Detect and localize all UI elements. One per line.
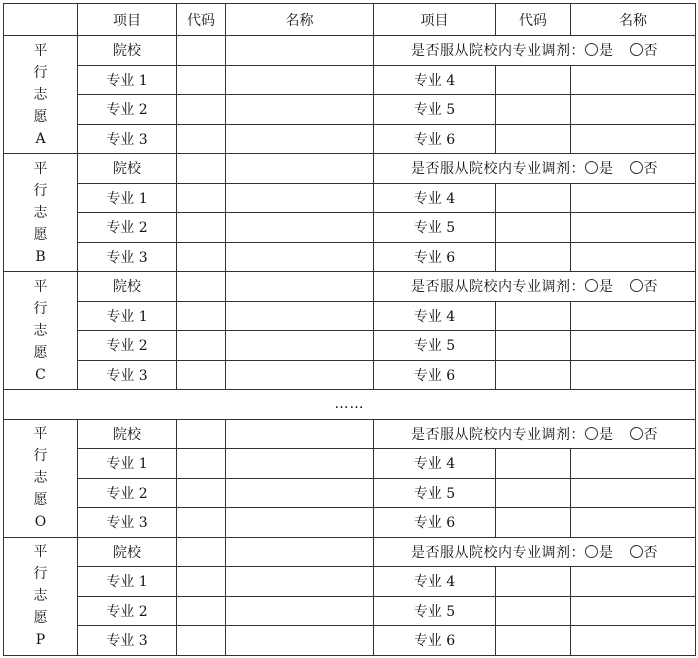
school-row — [4, 272, 696, 302]
major-item-right-cell: 专业 4 — [374, 65, 496, 95]
group-label — [34, 423, 48, 533]
major-item-left-cell: 专业 2 — [78, 478, 177, 508]
major-row — [4, 213, 696, 243]
major-name-left-cell — [226, 449, 374, 479]
major-code-right-cell — [496, 65, 571, 95]
major-name-left-cell — [226, 183, 374, 213]
major-name-left-cell — [226, 65, 374, 95]
ellipsis-cell: …… — [4, 390, 696, 420]
major-item-left-cell: 专业 2 — [78, 213, 177, 243]
header-item-right: 项目 — [374, 4, 496, 36]
school-row — [4, 419, 696, 449]
major-code-left-cell — [177, 449, 226, 479]
major-item-right-cell: 专业 6 — [374, 242, 496, 272]
major-name-right-cell — [571, 183, 696, 213]
group-label-char: 愿 — [33, 108, 48, 125]
major-row — [4, 95, 696, 125]
major-code-left-cell — [177, 331, 226, 361]
major-row — [4, 183, 696, 213]
school-item-cell: 院校 — [78, 537, 177, 567]
major-name-right-cell — [571, 626, 696, 656]
major-name-right-cell — [571, 508, 696, 538]
major-row — [4, 508, 696, 538]
major-name-left-cell — [226, 95, 374, 125]
major-item-right-cell: 专业 6 — [374, 508, 496, 538]
major-item-left-cell: 专业 1 — [78, 65, 177, 95]
major-name-right-cell — [571, 95, 696, 125]
major-code-right-cell — [496, 183, 571, 213]
group-label-char: 平 — [33, 160, 48, 177]
major-name-left-cell — [226, 567, 374, 597]
radio-circle-icon — [630, 161, 643, 174]
school-code-cell — [177, 537, 226, 567]
major-item-right-cell: 专业 5 — [374, 213, 496, 243]
major-item-left-cell: 专业 2 — [78, 95, 177, 125]
school-name-cell — [226, 537, 374, 567]
major-name-right-cell — [571, 478, 696, 508]
school-code-cell — [177, 272, 226, 302]
major-row — [4, 124, 696, 154]
major-name-right-cell — [571, 124, 696, 154]
group-label — [34, 541, 48, 651]
major-item-left-cell: 专业 3 — [78, 242, 177, 272]
group-label — [34, 40, 48, 150]
header-row — [4, 4, 696, 36]
group-label-char: A — [35, 130, 46, 147]
major-code-left-cell — [177, 183, 226, 213]
major-code-right-cell — [496, 360, 571, 390]
major-code-left-cell — [177, 596, 226, 626]
major-row — [4, 449, 696, 479]
major-code-left-cell — [177, 65, 226, 95]
school-name-cell — [226, 419, 374, 449]
group-label-cell — [4, 537, 78, 655]
major-name-right-cell — [571, 331, 696, 361]
header-name-left: 名称 — [226, 4, 374, 36]
group-label-char: 平 — [33, 278, 48, 295]
group-label-char: 行 — [33, 448, 48, 464]
major-item-left-cell: 专业 3 — [78, 508, 177, 538]
major-code-right-cell — [496, 124, 571, 154]
major-item-left-cell: 专业 3 — [78, 124, 177, 154]
group-label-char: 志 — [33, 204, 48, 221]
major-name-left-cell — [226, 331, 374, 361]
group-label-char: 志 — [33, 322, 48, 339]
adjust-prompt: 是否服从院校内专业调剂： — [411, 161, 585, 178]
major-item-right-cell: 专业 4 — [374, 449, 496, 479]
major-row — [4, 478, 696, 508]
major-code-right-cell — [496, 95, 571, 125]
adjust-cell — [374, 36, 696, 66]
major-item-right-cell: 专业 6 — [374, 124, 496, 154]
group-label-char: 平 — [33, 426, 48, 442]
major-code-left-cell — [177, 213, 226, 243]
major-code-left-cell — [177, 95, 226, 125]
adjust-prompt: 是否服从院校内专业调剂： — [411, 43, 585, 60]
major-row — [4, 596, 696, 626]
major-code-left-cell — [177, 626, 226, 656]
major-code-right-cell — [496, 567, 571, 597]
radio-circle-icon — [585, 161, 598, 174]
radio-circle-icon — [585, 279, 598, 292]
major-code-left-cell — [177, 508, 226, 538]
volunteer-form-table — [3, 3, 696, 656]
major-code-left-cell — [177, 478, 226, 508]
group-label-char: 行 — [33, 182, 48, 199]
major-item-right-cell: 专业 6 — [374, 626, 496, 656]
major-row — [4, 242, 696, 272]
school-item-cell: 院校 — [78, 272, 177, 302]
option-no: 否 — [643, 426, 658, 443]
group-label-char: 愿 — [33, 226, 48, 243]
option-yes: 是 — [599, 161, 614, 178]
school-item-cell: 院校 — [78, 154, 177, 184]
major-code-right-cell — [496, 213, 571, 243]
header-code-right: 代码 — [496, 4, 571, 36]
option-yes: 是 — [599, 426, 614, 443]
major-name-right-cell — [571, 449, 696, 479]
major-code-right-cell — [496, 449, 571, 479]
major-name-left-cell — [226, 478, 374, 508]
major-name-right-cell — [571, 301, 696, 331]
major-row — [4, 331, 696, 361]
group-label-char: C — [35, 366, 46, 383]
school-name-cell — [226, 36, 374, 66]
adjust-prompt: 是否服从院校内专业调剂： — [411, 544, 585, 561]
major-code-left-cell — [177, 242, 226, 272]
group-label-cell — [4, 154, 78, 272]
radio-circle-icon — [630, 427, 643, 440]
major-code-right-cell — [496, 301, 571, 331]
major-name-right-cell — [571, 242, 696, 272]
group-label-char: 行 — [33, 64, 48, 81]
option-yes: 是 — [599, 544, 614, 561]
major-item-left-cell: 专业 1 — [78, 183, 177, 213]
header-corner-cell — [4, 4, 78, 36]
major-item-left-cell: 专业 3 — [78, 360, 177, 390]
major-item-right-cell: 专业 5 — [374, 478, 496, 508]
school-item-cell: 院校 — [78, 36, 177, 66]
major-item-left-cell: 专业 1 — [78, 301, 177, 331]
group-label-char: 志 — [33, 86, 48, 103]
major-name-right-cell — [571, 596, 696, 626]
major-name-left-cell — [226, 242, 374, 272]
school-code-cell — [177, 419, 226, 449]
major-item-left-cell: 专业 2 — [78, 596, 177, 626]
major-item-left-cell: 专业 1 — [78, 449, 177, 479]
adjust-cell — [374, 419, 696, 449]
option-yes: 是 — [599, 43, 614, 60]
major-row — [4, 567, 696, 597]
group-label — [34, 158, 48, 268]
group-label-char: 志 — [33, 470, 48, 486]
radio-circle-icon — [630, 545, 643, 558]
school-code-cell — [177, 154, 226, 184]
group-label-cell — [4, 272, 78, 390]
major-item-left-cell: 专业 2 — [78, 331, 177, 361]
major-row — [4, 360, 696, 390]
group-label-char: 平 — [33, 42, 48, 59]
header-code-left: 代码 — [177, 4, 226, 36]
group-label-char: B — [35, 248, 46, 265]
major-name-left-cell — [226, 124, 374, 154]
major-code-right-cell — [496, 242, 571, 272]
major-code-right-cell — [496, 478, 571, 508]
adjust-prompt: 是否服从院校内专业调剂： — [411, 279, 585, 296]
option-yes: 是 — [599, 279, 614, 296]
school-row — [4, 154, 696, 184]
major-name-right-cell — [571, 567, 696, 597]
option-no: 否 — [643, 279, 658, 296]
option-no: 否 — [643, 161, 658, 178]
major-code-right-cell — [496, 331, 571, 361]
major-code-right-cell — [496, 508, 571, 538]
major-row — [4, 65, 696, 95]
major-name-left-cell — [226, 213, 374, 243]
form-body — [4, 36, 696, 656]
radio-circle-icon — [585, 545, 598, 558]
school-code-cell — [177, 36, 226, 66]
major-item-left-cell: 专业 3 — [78, 626, 177, 656]
group-label — [34, 276, 48, 386]
group-label-char: O — [34, 514, 47, 530]
school-row — [4, 537, 696, 567]
group-label-char: 愿 — [33, 344, 48, 361]
major-row — [4, 301, 696, 331]
major-code-left-cell — [177, 567, 226, 597]
major-code-right-cell — [496, 596, 571, 626]
radio-circle-icon — [585, 427, 598, 440]
group-label-char: 行 — [33, 566, 48, 582]
group-label-char: 愿 — [33, 610, 48, 626]
header-item-left: 项目 — [78, 4, 177, 36]
major-item-right-cell: 专业 6 — [374, 360, 496, 390]
major-row — [4, 626, 696, 656]
group-label-cell — [4, 419, 78, 537]
adjust-cell — [374, 154, 696, 184]
adjust-cell — [374, 272, 696, 302]
header-name-right: 名称 — [571, 4, 696, 36]
major-name-right-cell — [571, 213, 696, 243]
major-code-right-cell — [496, 626, 571, 656]
group-label-cell — [4, 36, 78, 154]
group-label-char: 行 — [33, 300, 48, 317]
major-item-right-cell: 专业 5 — [374, 95, 496, 125]
major-item-right-cell: 专业 4 — [374, 183, 496, 213]
school-item-cell: 院校 — [78, 419, 177, 449]
major-item-left-cell: 专业 1 — [78, 567, 177, 597]
radio-circle-icon — [585, 43, 598, 56]
major-item-right-cell: 专业 5 — [374, 596, 496, 626]
major-name-right-cell — [571, 65, 696, 95]
school-row — [4, 36, 696, 66]
major-code-left-cell — [177, 124, 226, 154]
ellipsis-row — [4, 390, 696, 420]
major-item-right-cell: 专业 5 — [374, 331, 496, 361]
major-name-left-cell — [226, 360, 374, 390]
major-name-left-cell — [226, 626, 374, 656]
option-no: 否 — [643, 43, 658, 60]
major-name-left-cell — [226, 508, 374, 538]
radio-circle-icon — [630, 279, 643, 292]
major-code-left-cell — [177, 360, 226, 390]
group-label-char: 愿 — [33, 492, 48, 508]
group-label-char: 志 — [33, 588, 48, 604]
major-item-right-cell: 专业 4 — [374, 567, 496, 597]
adjust-cell — [374, 537, 696, 567]
group-label-char: 平 — [33, 544, 48, 560]
school-name-cell — [226, 272, 374, 302]
major-code-left-cell — [177, 301, 226, 331]
option-no: 否 — [643, 544, 658, 561]
major-name-left-cell — [226, 301, 374, 331]
group-label-char: P — [35, 632, 46, 648]
major-name-right-cell — [571, 360, 696, 390]
school-name-cell — [226, 154, 374, 184]
major-name-left-cell — [226, 596, 374, 626]
radio-circle-icon — [630, 43, 643, 56]
major-item-right-cell: 专业 4 — [374, 301, 496, 331]
adjust-prompt: 是否服从院校内专业调剂： — [411, 426, 585, 443]
